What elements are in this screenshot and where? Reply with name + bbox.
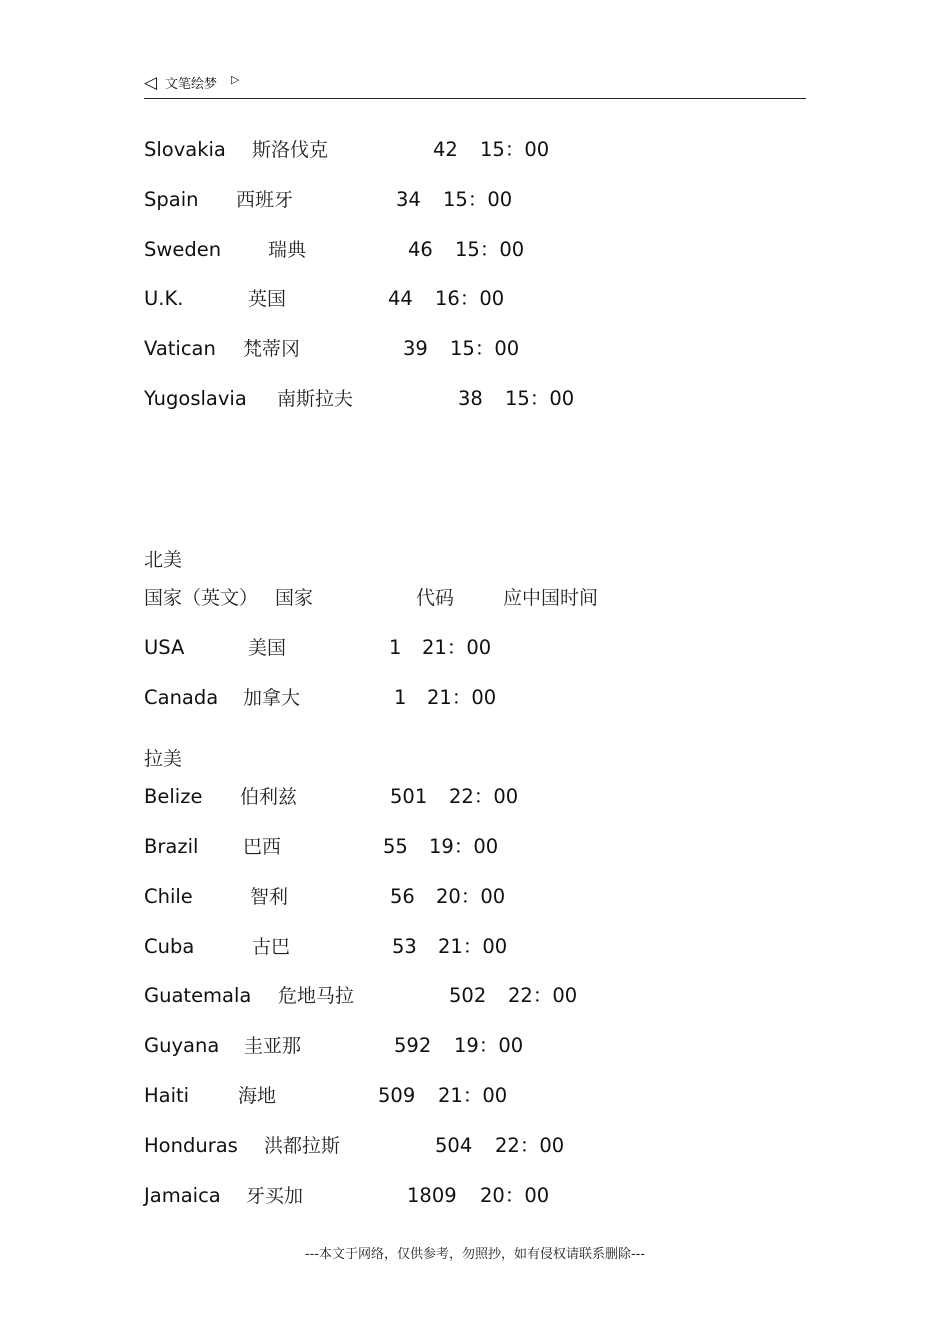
col-header-time: 应中国时间 xyxy=(503,587,599,609)
table-row xyxy=(144,1083,804,1109)
table-row xyxy=(144,336,804,362)
table-row xyxy=(144,983,804,1009)
country-en: Chile xyxy=(144,885,193,908)
dial-code: 42 xyxy=(433,138,458,161)
country-en: Brazil xyxy=(144,835,199,858)
china-time: 21：00 xyxy=(427,686,497,709)
country-en: Belize xyxy=(144,785,203,808)
country-en: Cuba xyxy=(144,935,195,958)
china-time: 19：00 xyxy=(454,1034,524,1057)
country-en: Sweden xyxy=(144,238,222,261)
country-cn: 智利 xyxy=(250,886,289,908)
dial-code: 56 xyxy=(390,885,415,908)
dial-code: 502 xyxy=(449,984,487,1007)
table-row xyxy=(144,237,804,263)
table-row xyxy=(144,934,804,960)
country-cn: 牙买加 xyxy=(246,1185,304,1207)
country-en: Honduras xyxy=(144,1134,238,1157)
dial-code: 1809 xyxy=(407,1184,457,1207)
column-headers xyxy=(144,585,804,611)
dial-code: 509 xyxy=(378,1084,416,1107)
china-time: 19：00 xyxy=(429,835,499,858)
dial-code: 44 xyxy=(388,287,413,310)
table-row xyxy=(144,386,804,412)
table-row xyxy=(144,1183,804,1209)
country-cn: 英国 xyxy=(248,288,287,310)
col-header-country-cn: 国家 xyxy=(275,587,314,609)
section-heading-latin-america: 拉美 xyxy=(144,748,183,770)
dial-code: 53 xyxy=(392,935,417,958)
china-time: 15：00 xyxy=(443,188,513,211)
china-time: 15：00 xyxy=(480,138,550,161)
country-cn: 斯洛伐克 xyxy=(252,139,329,161)
country-cn: 危地马拉 xyxy=(278,985,355,1007)
table-row xyxy=(144,286,804,312)
country-en: Jamaica xyxy=(144,1184,221,1207)
country-cn: 西班牙 xyxy=(236,189,294,211)
country-cn: 洪都拉斯 xyxy=(264,1135,341,1157)
table-row xyxy=(144,1133,804,1159)
dial-code: 1 xyxy=(389,636,402,659)
country-cn: 瑞典 xyxy=(268,239,307,261)
china-time: 15：00 xyxy=(505,387,575,410)
section-heading-north-america: 北美 xyxy=(144,549,183,571)
country-en: Canada xyxy=(144,686,219,709)
country-en: Guyana xyxy=(144,1034,220,1057)
dial-code: 504 xyxy=(435,1134,473,1157)
col-header-country-en: 国家（英文） xyxy=(144,587,259,609)
country-cn: 圭亚那 xyxy=(244,1035,302,1057)
china-time: 20：00 xyxy=(480,1184,550,1207)
country-en: Spain xyxy=(144,188,199,211)
country-cn: 加拿大 xyxy=(243,687,301,709)
table-row xyxy=(144,1033,804,1059)
china-time: 22：00 xyxy=(495,1134,565,1157)
china-time: 21：00 xyxy=(438,1084,508,1107)
table-row xyxy=(144,137,804,163)
country-cn: 梵蒂冈 xyxy=(243,338,301,360)
dial-code: 46 xyxy=(408,238,433,261)
china-time: 21：00 xyxy=(422,636,492,659)
country-cn: 古巴 xyxy=(252,936,291,958)
dial-code: 55 xyxy=(383,835,408,858)
page-header xyxy=(144,72,806,99)
country-cn: 美国 xyxy=(248,637,287,659)
table-row xyxy=(144,884,804,910)
dial-code: 1 xyxy=(394,686,407,709)
country-en: Vatican xyxy=(144,337,216,360)
country-en: U.K. xyxy=(144,287,184,310)
country-en: Guatemala xyxy=(144,984,252,1007)
china-time: 15：00 xyxy=(455,238,525,261)
china-time: 15：00 xyxy=(450,337,520,360)
table-row xyxy=(144,635,804,661)
col-header-code: 代码 xyxy=(416,587,455,609)
dial-code: 34 xyxy=(396,188,421,211)
table-row xyxy=(144,685,804,711)
country-cn: 海地 xyxy=(238,1085,277,1107)
china-time: 21：00 xyxy=(438,935,508,958)
country-cn: 伯利兹 xyxy=(240,786,298,808)
country-en: Slovakia xyxy=(144,138,226,161)
dial-code: 39 xyxy=(403,337,428,360)
china-time: 16：00 xyxy=(435,287,505,310)
country-en: Haiti xyxy=(144,1084,190,1107)
china-time: 22：00 xyxy=(508,984,578,1007)
dial-code: 38 xyxy=(458,387,483,410)
dial-code: 592 xyxy=(394,1034,432,1057)
dial-code: 501 xyxy=(390,785,428,808)
header-title: 文笔绘梦 xyxy=(165,77,218,92)
footer-disclaimer: ---本文于网络，仅供参考，勿照抄，如有侵权请联系删除--- xyxy=(304,1247,646,1262)
china-time: 20：00 xyxy=(436,885,506,908)
right-triangle-icon: ▷ xyxy=(231,73,240,86)
table-row xyxy=(144,834,804,860)
table-row xyxy=(144,784,804,810)
china-time: 22：00 xyxy=(449,785,519,808)
left-triangle-icon: ◁ xyxy=(144,73,158,93)
country-en: USA xyxy=(144,636,185,659)
country-en: Yugoslavia xyxy=(144,387,247,410)
country-cn: 南斯拉夫 xyxy=(277,388,354,410)
country-cn: 巴西 xyxy=(243,836,282,858)
table-row xyxy=(144,187,804,213)
